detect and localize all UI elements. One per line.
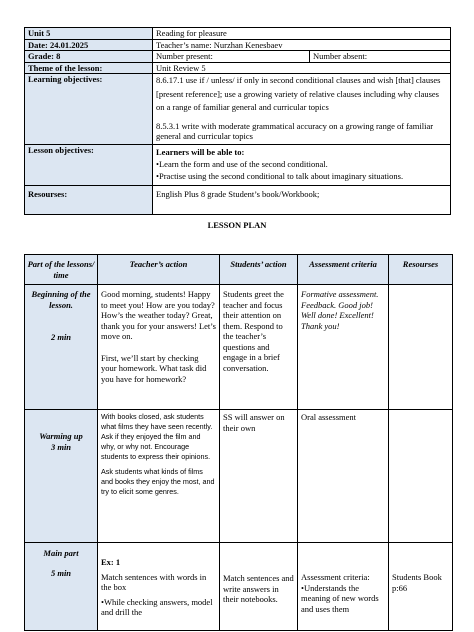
date-label: Date: 24.01.2025: [25, 39, 153, 51]
grade-label: Grade: 8: [25, 51, 153, 63]
assessment-heading: Assessment criteria:: [301, 572, 370, 582]
assessment-criteria: [298, 543, 389, 631]
lesson-objectives-row: [25, 144, 451, 185]
lesson-plan-title: LESSON PLAN: [207, 220, 267, 230]
part-name: Warming up: [39, 431, 83, 441]
teacher-text-1: With books closed, ask students what films they have seen recently. Ask if they enjoyed the film and why, or why not. Encourage students to express their opinions.: [101, 412, 213, 461]
teacher-name: Teacher’s name: Nurzhan Kenesbaev: [153, 39, 451, 51]
resources-row: [25, 185, 451, 214]
part-time: 5 min: [50, 567, 72, 578]
objective-2: 8.5.3.1 write with moderate grammatical accuracy on a growing range of familiar general and curricular topics: [156, 120, 434, 141]
students-action: Match sentences and write answers in their notebooks.: [220, 543, 298, 631]
col-assessment: Assessment criteria: [298, 255, 389, 285]
grade-row: [25, 51, 451, 63]
students-action: SS will answer on their own: [220, 410, 298, 543]
resources-value: English Plus 8 grade Student’s book/Workbook;: [153, 185, 451, 214]
learners-able: Learners will be able to:: [156, 146, 245, 157]
part-time: 2 min: [50, 332, 72, 342]
assessment-criteria: Formative assessment. Feedback. Good job! Well done! Excellent! Thank you!: [298, 285, 389, 410]
part-main: [25, 543, 98, 631]
number-absent: Number absent:: [310, 51, 451, 63]
assessment-criteria: Oral assessment: [298, 410, 389, 543]
part-warming-up: [25, 410, 98, 543]
teacher-action: [98, 410, 220, 543]
resources-label: Resourses:: [25, 185, 153, 214]
resources-cell: Students Book p:66: [389, 543, 453, 631]
lesson-objectives-cell: [153, 144, 451, 185]
resources-cell: [389, 285, 453, 410]
unit-label: Unit 5: [25, 28, 153, 40]
part-name: Main part: [43, 548, 79, 558]
teacher-action: [98, 285, 220, 410]
part-name: Beginning of the lesson.: [31, 289, 91, 310]
resources-cell: [389, 410, 453, 543]
assessment-item: • Understands the meaning of new words and uses them: [301, 583, 385, 615]
teacher-text-2: First, we’ll start by checking your homework. What task did you have for homework?: [101, 352, 207, 384]
lesson-objective-1: • Learn the form and use of the second conditional.: [156, 159, 447, 170]
teacher-text-2: • While checking answers, model and drill the: [101, 597, 216, 618]
learning-objectives-row: [25, 74, 451, 145]
teacher-text-1: Good morning, students! Happy to meet you! How are you today? How’s the weather today? Great, thank you for your answers! Let’s move on.: [101, 289, 216, 341]
plan-row-beginning: [25, 285, 453, 410]
date-row: [25, 39, 451, 51]
theme-row: [25, 62, 451, 74]
lesson-plan-table: [24, 254, 453, 631]
col-resources: Resourses: [389, 255, 453, 285]
part-time: 3 min: [50, 441, 72, 452]
col-teacher: Teacher’s action: [98, 255, 220, 285]
col-part: Part of the lessons/ time: [25, 255, 98, 285]
plan-header-row: [25, 255, 453, 285]
teacher-text-2: Ask students what kinds of films and books they enjoy the most, and try to elicit some genres.: [101, 467, 215, 496]
theme-value: Unit Review 5: [153, 62, 451, 74]
exercise-label: Ex: 1: [101, 557, 121, 567]
lesson-header-table: [24, 27, 451, 215]
number-present: Number present:: [153, 51, 310, 63]
part-beginning: [25, 285, 98, 410]
teacher-text-1: Match sentences with words in the box: [101, 571, 207, 592]
lesson-objective-2: • Practise using the second conditional to talk about imaginary situations.: [156, 171, 447, 182]
objective-1: 8.6.17.1 use if / unless/ if only in second conditional clauses and wish [that] clauses [present reference]; use a growing variety of relative clauses including why clauses on a range of familiar general and curricular topics: [156, 75, 441, 112]
theme-label: Theme of the lesson:: [25, 62, 153, 74]
plan-row-main-part: [25, 543, 453, 631]
plan-row-warming-up: [25, 410, 453, 543]
col-students: Students’ action: [220, 255, 298, 285]
students-action: Students greet the teacher and focus their attention on them. Respond to the teacher’s questions and engage in a brief conversation.: [220, 285, 298, 410]
teacher-action: [98, 543, 220, 631]
learning-objectives-label: Learning objectives:: [25, 74, 153, 145]
unit-row: [25, 28, 451, 40]
learning-objectives-cell: [153, 74, 451, 145]
lesson-objectives-label: Lesson objectives:: [25, 144, 153, 185]
unit-value: Reading for pleasure: [153, 28, 451, 40]
